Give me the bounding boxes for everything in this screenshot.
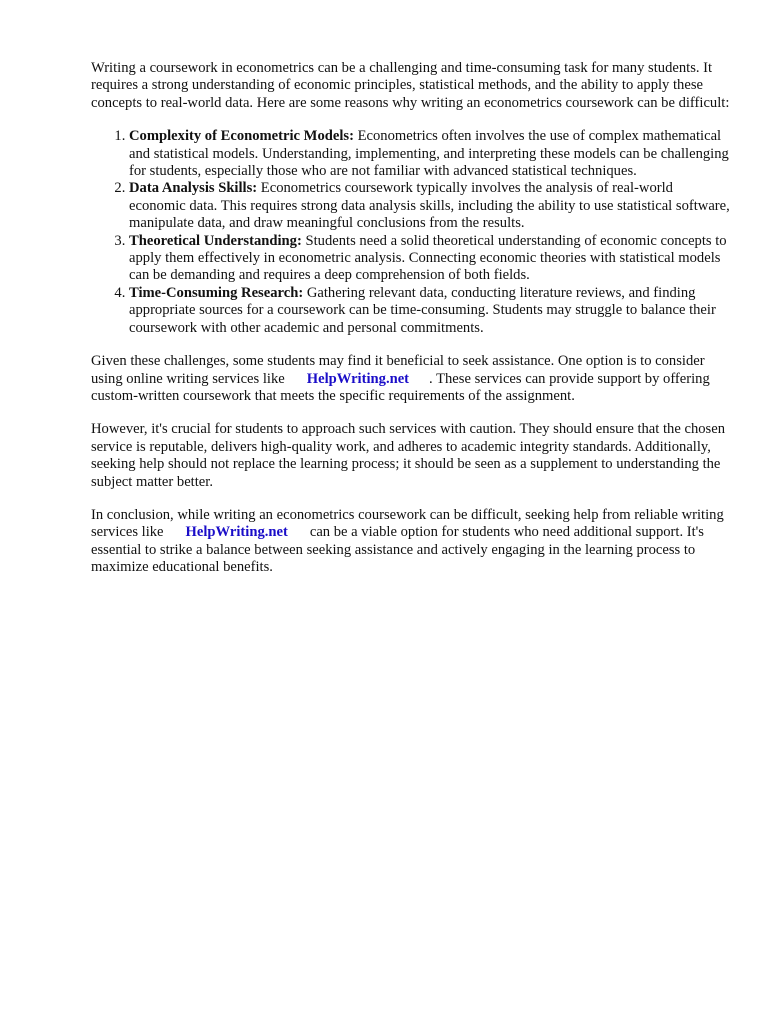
reason-text: Students need a solid theoretical understanding of economic concepts to apply them effectively in econometric analysis. Connecting economic theories with statistical models can be demanding and requires a deep comprehension of both fields. (129, 232, 727, 284)
conclusion-text-after: can be a viable option for students who need additional support. It's essential to strike a balance between seeking assistance and actively engaging in the learning process to maximize educational benefits. (91, 524, 704, 576)
list-item (129, 285, 731, 337)
reason-term: Complexity of Econometric Models: (129, 128, 354, 145)
assistance-text-after: . These services can provide support by offering custom-written coursework that meets the specific requirements of the assignment. (91, 370, 710, 404)
reason-text: Gathering relevant data, conducting literature reviews, and finding appropriate sources for a coursework can be time-consuming. Students may struggle to balance their coursework with other academic and personal commitments. (129, 284, 716, 336)
reasons-list (91, 128, 731, 337)
reason-text: Econometrics often involves the use of complex mathematical and statistical models. Understanding, implementing, and interpreting these models can be challenging for students, especially those who are not familiar with advanced statistical techniques. (129, 128, 729, 180)
document-page (91, 60, 731, 593)
caution-paragraph: However, it's crucial for students to approach such services with caution. They should ensure that the chosen service is reputable, delivers high-quality work, and adheres to academic integrity standards. Additionally, seeking help should not replace the learning process; it should be seen as a supplement to understanding the subject matter better. (91, 421, 725, 490)
conclusion-text-before: In conclusion, while writing an econometrics coursework can be difficult, seeking help from reliable writing services like (91, 506, 724, 541)
list-item (129, 128, 731, 180)
helpwriting-link[interactable]: HelpWriting.net (185, 524, 288, 541)
intro-paragraph: Writing a coursework in econometrics can be a challenging and time-consuming task for many students. It requires a strong understanding of economic principles, statistical methods, and the ability to apply these concepts to real-world data. Here are some reasons why writing an econometrics coursework can be difficult: (91, 60, 730, 111)
conclusion-paragraph (91, 507, 731, 577)
list-item (129, 233, 731, 285)
assistance-paragraph (91, 353, 731, 405)
reason-term: Data Analysis Skills: (129, 180, 258, 197)
reason-text: Econometrics coursework typically involves the analysis of real-world economic data. This requires strong data analysis skills, including the ability to use statistical software, manipulate data, and draw meaningful conclusions from the results. (129, 180, 730, 232)
helpwriting-link[interactable]: HelpWriting.net (306, 370, 410, 387)
assistance-text-before: Given these challenges, some students may find it beneficial to seek assistance. One option is to consider using online writing services like (91, 353, 705, 387)
reason-term: Time-Consuming Research: (129, 284, 304, 301)
reason-term: Theoretical Understanding: (129, 232, 302, 249)
list-item (129, 180, 731, 232)
